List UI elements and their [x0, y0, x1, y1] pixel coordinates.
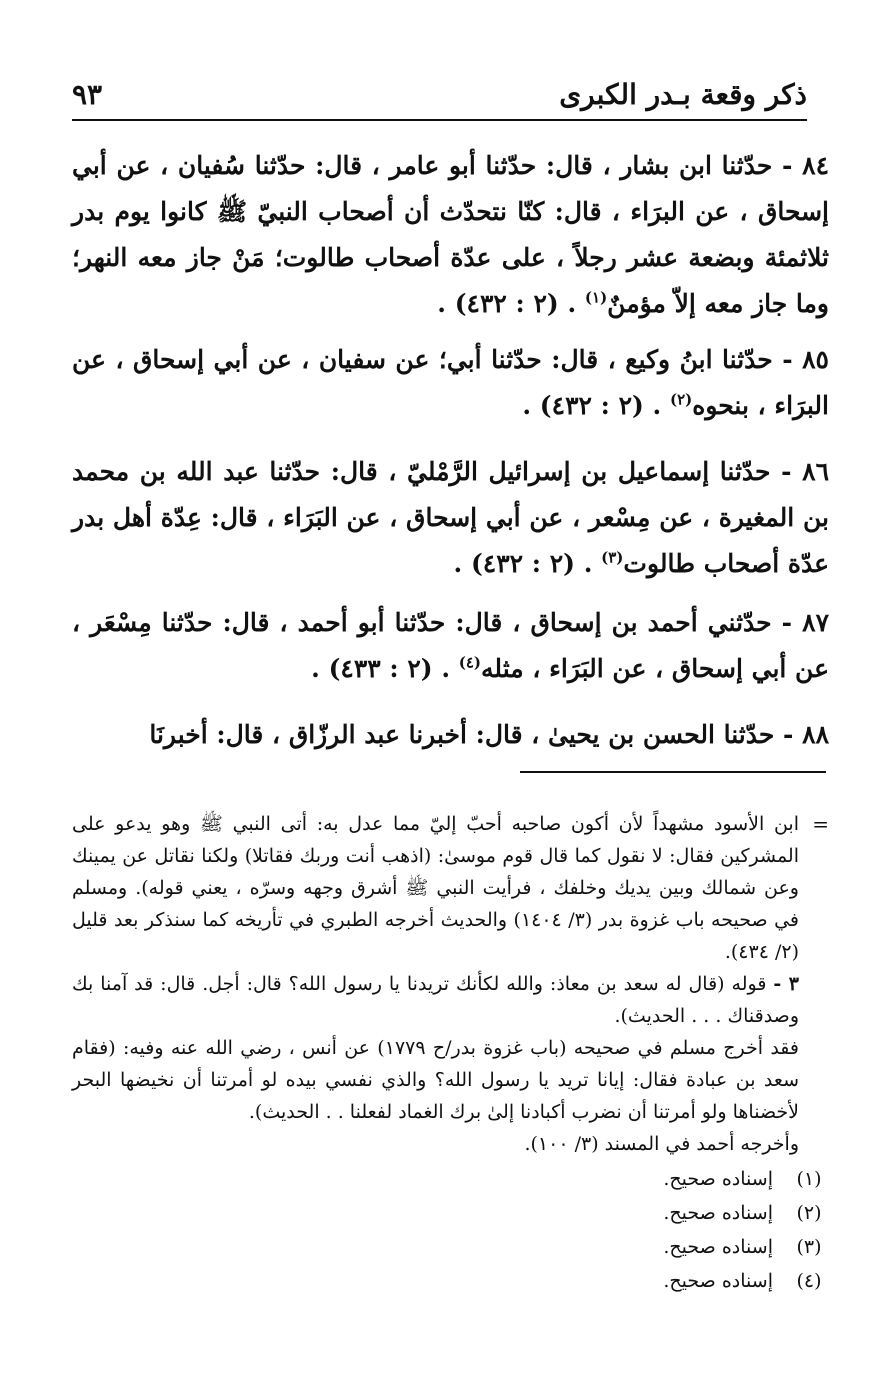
footnote-ref: (١) [584, 288, 608, 307]
running-title: ذكر وقعة بـدر الكبرى [559, 77, 807, 111]
hadith-87 [72, 600, 829, 692]
page-number: ٩٣ [72, 77, 103, 111]
footnote-marker: (٢) [796, 1202, 822, 1224]
hadith-number: ٨٥ [802, 345, 829, 374]
footnote-marker: (٣) [796, 1236, 822, 1258]
hadith-86 [72, 449, 829, 587]
footnote-ref: (٤) [458, 653, 482, 672]
footnote-text: إسناده صحيح. [663, 1202, 773, 1224]
hadith-text: - حدّثنا الحسن بن يحيىٰ ، قال: أخبرنا عبد الرزّاق ، قال: أخبرنَا [149, 720, 794, 749]
source-ref: . (٢ : ٤٣٣) . [311, 654, 451, 683]
footnote-3 [72, 968, 799, 1032]
hadith-number: ٨٧ [802, 608, 829, 637]
continuation-text: ابن الأسود مشهداً لأن أكون صاحبه أحبّ إليّ مما عدل به: أتى النبي ﷺ وهو يدعو على المشركين فقال: لا نقول كما قال قوم موسىٰ: (اذهب أنت وربك فقاتلا) ولكنا نقاتل عن يمينك وعن شمالك وبين يديك وخلفك ، فرأيت النبي ﷺ أشرق وجهه وسرّه ، يعني قوله). ومسلم في صحيحه باب غزوة بدر (٣/ ١٤٠٤) والحديث أخرجه الطبري في تأريخه كما سنذكر بعد قليل (٢/ ٤٣٤). [72, 813, 799, 963]
list-item [72, 1162, 829, 1196]
footnote-ref: (٢) [669, 390, 693, 409]
footnote-marker: (١) [796, 1168, 822, 1190]
footnote-text: إسناده صحيح. [663, 1236, 773, 1258]
page-header [72, 72, 807, 116]
footnote-3-text: قوله (قال له سعد بن معاذ: والله لكأنك تريدنا يا رسول الله؟ قال: أجل. قال: قد آمنا بك وصدقناك . . . الحديث). [72, 973, 799, 1027]
source-ref: . (٢ : ٤٣٢) . [437, 289, 577, 318]
footnote-3-more: فقد أخرج مسلم في صحيحه (باب غزوة بدر/ح ١٧٧٩) عن أنس ، رضي الله عنه وفيه: (فقام سعد بن عبادة فقال: إيانا تريد يا رسول الله؟ والذي نفسي بيده لو أمرتنا أن نخيضها البحر لأخضناها ولو أمرتنا أن نضرب أكبادنا إلىٰ برك الغماد لفعلنا . . الحديث). [72, 1037, 799, 1123]
list-item [72, 1230, 829, 1264]
hadith-number: ٨٦ [802, 457, 829, 486]
continuation-mark: = [812, 812, 829, 836]
footnote-text: إسناده صحيح. [663, 1270, 773, 1292]
footnote-list [72, 1162, 829, 1298]
hadith-text: - حدّثنا ابنُ وكيع ، قال: حدّثنا أبي؛ عن سفيان ، عن أبي إسحاق ، عن البرَاء ، بنحوه [72, 345, 829, 420]
footnote-3-label: ٣ - [773, 973, 799, 995]
hadith-number: ٨٤ [802, 151, 829, 180]
hadith-number: ٨٨ [802, 720, 829, 749]
hadith-88 [72, 712, 829, 758]
hadith-84 [72, 143, 829, 327]
list-item [72, 1196, 829, 1230]
source-ref: . (٢ : ٤٣٢) . [453, 549, 593, 578]
list-item [72, 1264, 829, 1298]
header-rule [72, 119, 807, 121]
hadith-text: - حدّثنا ابن بشار ، قال: حدّثنا أبو عامر ، قال: حدّثنا سُفيان ، عن أبي إسحاق ، عن البرَاء ، قال: كنّا نتحدّث أن أصحاب النبيّ ﷺ كانوا يوم بدر ثلاثمئة وبضعة عشر رجلاً ، على عدّة أصحاب طالوت؛ مَنْ جاز معه النهر؛ وما جاز معه إلاّ مؤمنٌ [72, 151, 829, 318]
footnotes [72, 808, 829, 1298]
hadith-85 [72, 337, 829, 429]
footnote-rule [520, 771, 826, 773]
source-ref: . (٢ : ٤٣٢) . [522, 391, 662, 420]
hadith-text: - حدّثنا إسماعيل بن إسرائيل الرَّمْليّ ، قال: حدّثنا عبد الله بن محمد بن المغيرة ، عن مِسْعر ، عن أبي إسحاق ، عن البَرَاء ، قال: عِدّة أهل بدر عدّة أصحاب طالوت [72, 457, 829, 578]
footnote-3-end: وأخرجه أحمد في المسند (٣/ ١٠٠). [524, 1133, 799, 1155]
hadith-text: - حدّثني أحمد بن إسحاق ، قال: حدّثنا أبو أحمد ، قال: حدّثنا مِسْعَر ، عن أبي إسحاق ، عن البَرَاء ، مثله [72, 608, 829, 683]
footnote-ref: (٣) [601, 548, 624, 567]
footnote-marker: (٤) [796, 1270, 822, 1292]
footnote-continuation [72, 808, 829, 968]
footnote-text: إسناده صحيح. [663, 1168, 773, 1190]
